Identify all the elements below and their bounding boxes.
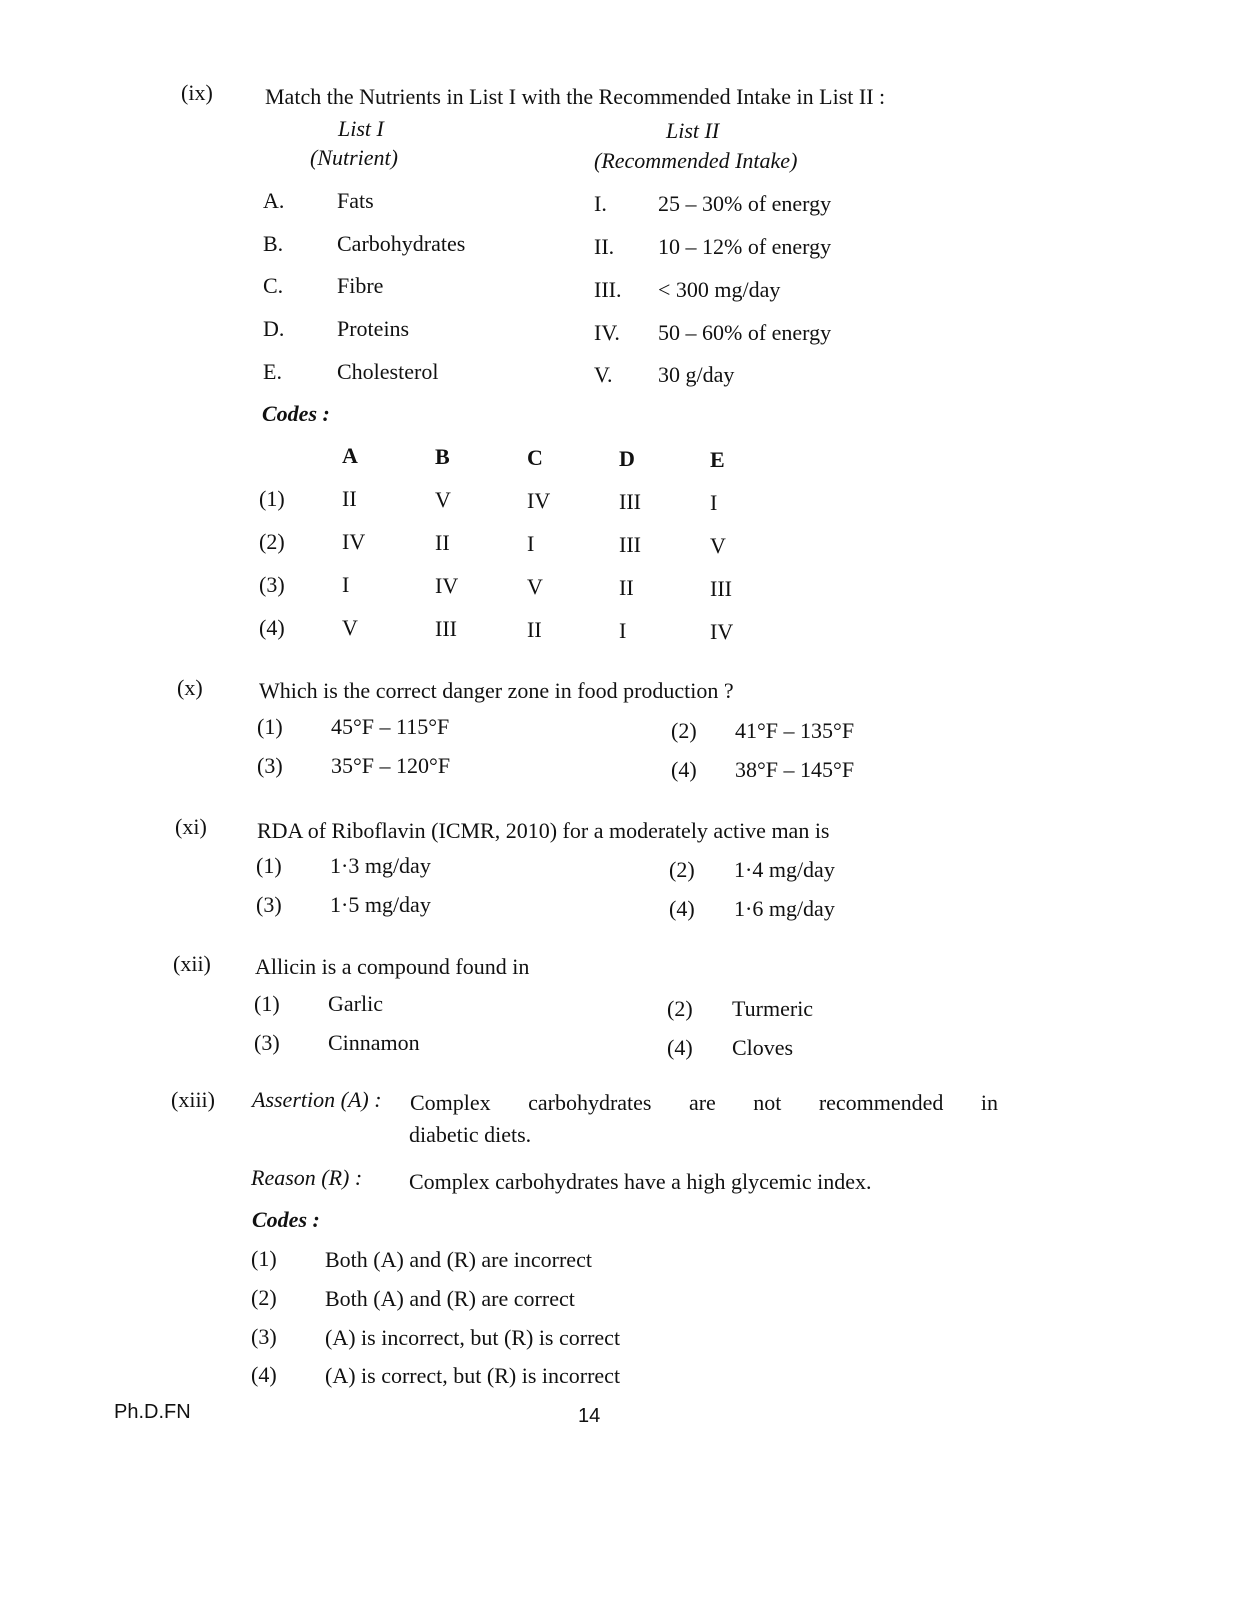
code-cell: II bbox=[342, 486, 357, 511]
question-number: (xiii) bbox=[171, 1087, 215, 1112]
code-cell: I bbox=[710, 490, 718, 515]
list2-item: 50 – 60% of energy bbox=[658, 320, 832, 345]
question-text: Match the Nutrients in List I with the Recommended Intake in List II : bbox=[265, 84, 886, 109]
codes-row-number: (4) bbox=[259, 615, 285, 640]
codes-header: B bbox=[435, 444, 450, 469]
list1-item: Proteins bbox=[337, 316, 410, 341]
option-text: 1·3 mg/day bbox=[330, 853, 431, 878]
code-cell: I bbox=[527, 531, 535, 556]
code-cell: II bbox=[527, 617, 542, 642]
list2-item: 30 g/day bbox=[658, 362, 735, 387]
option-text: Cinnamon bbox=[328, 1030, 420, 1055]
option-text: (A) is incorrect, but (R) is correct bbox=[325, 1325, 621, 1350]
option-text: 38°F – 145°F bbox=[735, 757, 855, 782]
list2-label: V. bbox=[594, 362, 613, 387]
option-number: (3) bbox=[257, 753, 283, 778]
option-number: (4) bbox=[671, 757, 697, 782]
option-number: (1) bbox=[254, 991, 280, 1016]
question-number: (x) bbox=[177, 675, 203, 700]
list2-label: IV. bbox=[594, 320, 620, 345]
code-cell: III bbox=[710, 576, 732, 601]
option-text: 1·5 mg/day bbox=[330, 892, 431, 917]
list2-label: III. bbox=[594, 277, 622, 302]
list1-item: Carbohydrates bbox=[337, 231, 466, 256]
question-number: (ix) bbox=[181, 80, 213, 105]
list1-label: D. bbox=[263, 316, 285, 341]
code-cell: V bbox=[527, 574, 543, 599]
option-number: (2) bbox=[251, 1285, 277, 1310]
assertion-label: Assertion (A) : bbox=[252, 1087, 382, 1112]
codes-row-number: (2) bbox=[259, 529, 285, 554]
reason-text: Complex carbohydrates have a high glycemic index. bbox=[409, 1169, 872, 1194]
code-cell: V bbox=[435, 487, 451, 512]
list1-item: Fats bbox=[337, 188, 374, 213]
list1-label: C. bbox=[263, 273, 284, 298]
codes-header: E bbox=[710, 447, 725, 472]
code-cell: III bbox=[619, 489, 641, 514]
code-cell: IV bbox=[435, 573, 459, 598]
option-text: 41°F – 135°F bbox=[735, 718, 855, 743]
option-text: (A) is correct, but (R) is incorrect bbox=[325, 1363, 621, 1388]
option-text: 45°F – 115°F bbox=[331, 714, 450, 739]
code-cell: I bbox=[619, 618, 627, 643]
assertion-text: Complex carbohydrates are not recommended in bbox=[410, 1090, 998, 1115]
option-number: (2) bbox=[669, 857, 695, 882]
option-number: (4) bbox=[669, 896, 695, 921]
list1-label: B. bbox=[263, 231, 284, 256]
question-number: (xi) bbox=[175, 814, 207, 839]
list1-subtitle: (Nutrient) bbox=[310, 145, 398, 170]
list1-label: A. bbox=[263, 188, 285, 213]
code-cell: IV bbox=[342, 529, 366, 554]
code-cell: II bbox=[435, 530, 450, 555]
codes-header: C bbox=[527, 445, 543, 470]
option-text: Both (A) and (R) are correct bbox=[325, 1286, 575, 1311]
option-number: (4) bbox=[251, 1362, 277, 1387]
option-text: Both (A) and (R) are incorrect bbox=[325, 1247, 592, 1272]
list2-title: List II bbox=[666, 118, 720, 143]
option-number: (3) bbox=[251, 1324, 277, 1349]
codes-header: D bbox=[619, 446, 635, 471]
code-cell: II bbox=[619, 575, 634, 600]
codes-header: A bbox=[342, 443, 358, 468]
option-number: (1) bbox=[251, 1246, 277, 1271]
code-cell: V bbox=[710, 533, 726, 558]
question-text: Allicin is a compound found in bbox=[255, 954, 530, 979]
option-number: (4) bbox=[667, 1035, 693, 1060]
codes-row-number: (3) bbox=[259, 572, 285, 597]
option-text: 1·6 mg/day bbox=[734, 896, 835, 921]
question-text: Which is the correct danger zone in food production ? bbox=[259, 678, 734, 703]
page-number: 14 bbox=[578, 1405, 601, 1427]
option-number: (1) bbox=[256, 853, 282, 878]
code-cell: IV bbox=[527, 488, 551, 513]
option-text: Garlic bbox=[328, 991, 383, 1016]
codes-label: Codes : bbox=[262, 401, 330, 426]
option-number: (3) bbox=[256, 892, 282, 917]
list2-item: < 300 mg/day bbox=[658, 277, 781, 302]
codes-label: Codes : bbox=[252, 1207, 320, 1232]
code-cell: V bbox=[342, 615, 358, 640]
option-text: Cloves bbox=[732, 1035, 794, 1060]
list2-label: II. bbox=[594, 234, 615, 259]
footer-code: Ph.D.FN bbox=[114, 1401, 191, 1423]
option-number: (1) bbox=[257, 714, 283, 739]
list1-title: List I bbox=[338, 116, 384, 141]
option-number: (3) bbox=[254, 1030, 280, 1055]
code-cell: III bbox=[619, 532, 641, 557]
list1-item: Cholesterol bbox=[337, 359, 439, 384]
list2-item: 25 – 30% of energy bbox=[658, 191, 832, 216]
codes-row-number: (1) bbox=[259, 486, 285, 511]
assertion-text-continued: diabetic diets. bbox=[409, 1122, 532, 1147]
list2-label: I. bbox=[594, 191, 607, 216]
list1-label: E. bbox=[263, 359, 282, 384]
option-text: Turmeric bbox=[732, 996, 814, 1021]
code-cell: III bbox=[435, 616, 457, 641]
reason-label: Reason (R) : bbox=[251, 1165, 363, 1190]
list1-item: Fibre bbox=[337, 273, 384, 298]
list2-item: 10 – 12% of energy bbox=[658, 234, 832, 259]
option-text: 35°F – 120°F bbox=[331, 753, 451, 778]
option-text: 1·4 mg/day bbox=[734, 857, 835, 882]
question-number: (xii) bbox=[173, 951, 211, 976]
code-cell: I bbox=[342, 572, 350, 597]
option-number: (2) bbox=[667, 996, 693, 1021]
list2-subtitle: (Recommended Intake) bbox=[594, 148, 798, 173]
code-cell: IV bbox=[710, 619, 734, 644]
question-text: RDA of Riboflavin (ICMR, 2010) for a moderately active man is bbox=[257, 818, 830, 843]
option-number: (2) bbox=[671, 718, 697, 743]
